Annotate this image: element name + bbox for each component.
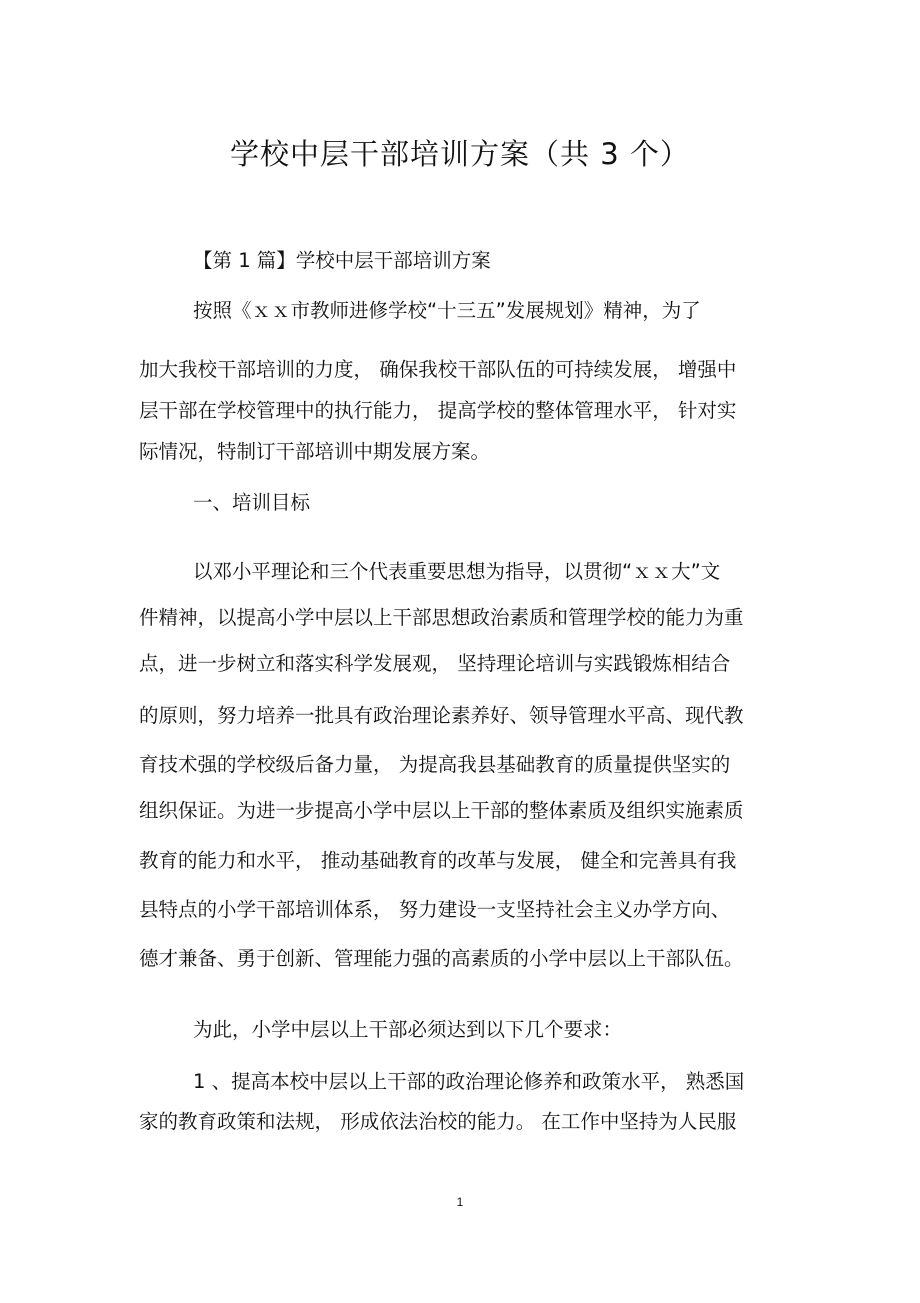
heading-training-goals: 一、培训目标 <box>193 491 311 514</box>
goal-line-9: 德才兼备、勇于创新、管理能力强的高素质的小学中层以上干部队伍。 <box>139 947 744 970</box>
intro-line-3: 层干部在学校管理中的执行能力， 提高学校的整体管理水平， 针对实 <box>139 399 737 422</box>
goal-line-1: 以邓小平理论和三个代表重要思想为指导，以贯彻“ｘｘ大”文 <box>193 560 721 583</box>
section-heading: 【第 1 篇】学校中层干部培训方案 <box>193 249 491 272</box>
goal-line-6: 组织保证。为进一步提高小学中层以上干部的整体素质及组织实施素质 <box>139 799 744 822</box>
goal-line-2: 件精神，以提高小学中层以上干部思想政治素质和管理学校的能力为重 <box>139 606 744 629</box>
goal-line-8: 县特点的小学干部培训体系， 努力建设一支坚持社会主义办学方向、 <box>139 898 731 921</box>
intro-line-4: 际情况，特制订干部培训中期发展方案。 <box>139 440 491 463</box>
document-title: 学校中层干部培训方案（共 3 个） <box>230 137 690 171</box>
goal-line-3: 点，进一步树立和落实科学发展观， 坚持理论培训与实践锻炼相结合 <box>139 652 731 675</box>
page-number: 1 <box>456 1195 464 1209</box>
requirement-line-1: 1 、提高本校中层以上干部的政治理论修养和政策水平， 熟悉国 <box>193 1070 745 1093</box>
intro-line-1: 按照《ｘｘ市教师进修学校“十三五”发展规划》精神，为了 <box>193 299 701 322</box>
goal-line-5: 育技术强的学校级后备力量， 为提高我县基础教育的质量提供坚实的 <box>139 753 731 776</box>
requirement-intro: 为此，小学中层以上干部必须达到以下几个要求： <box>193 1018 623 1041</box>
intro-line-2: 加大我校干部培训的力度， 确保我校干部队伍的可持续发展， 增强中 <box>139 358 737 381</box>
requirement-line-2: 家的教育政策和法规， 形成依法治校的能力。 在工作中坚持为人民服 <box>139 1110 737 1133</box>
goal-line-7: 教育的能力和水平， 推动基础教育的改革与发展， 健全和完善具有我 <box>139 849 737 872</box>
goal-line-4: 的原则，努力培养一批具有政治理论素养好、领导管理水平高、现代教 <box>139 704 744 727</box>
